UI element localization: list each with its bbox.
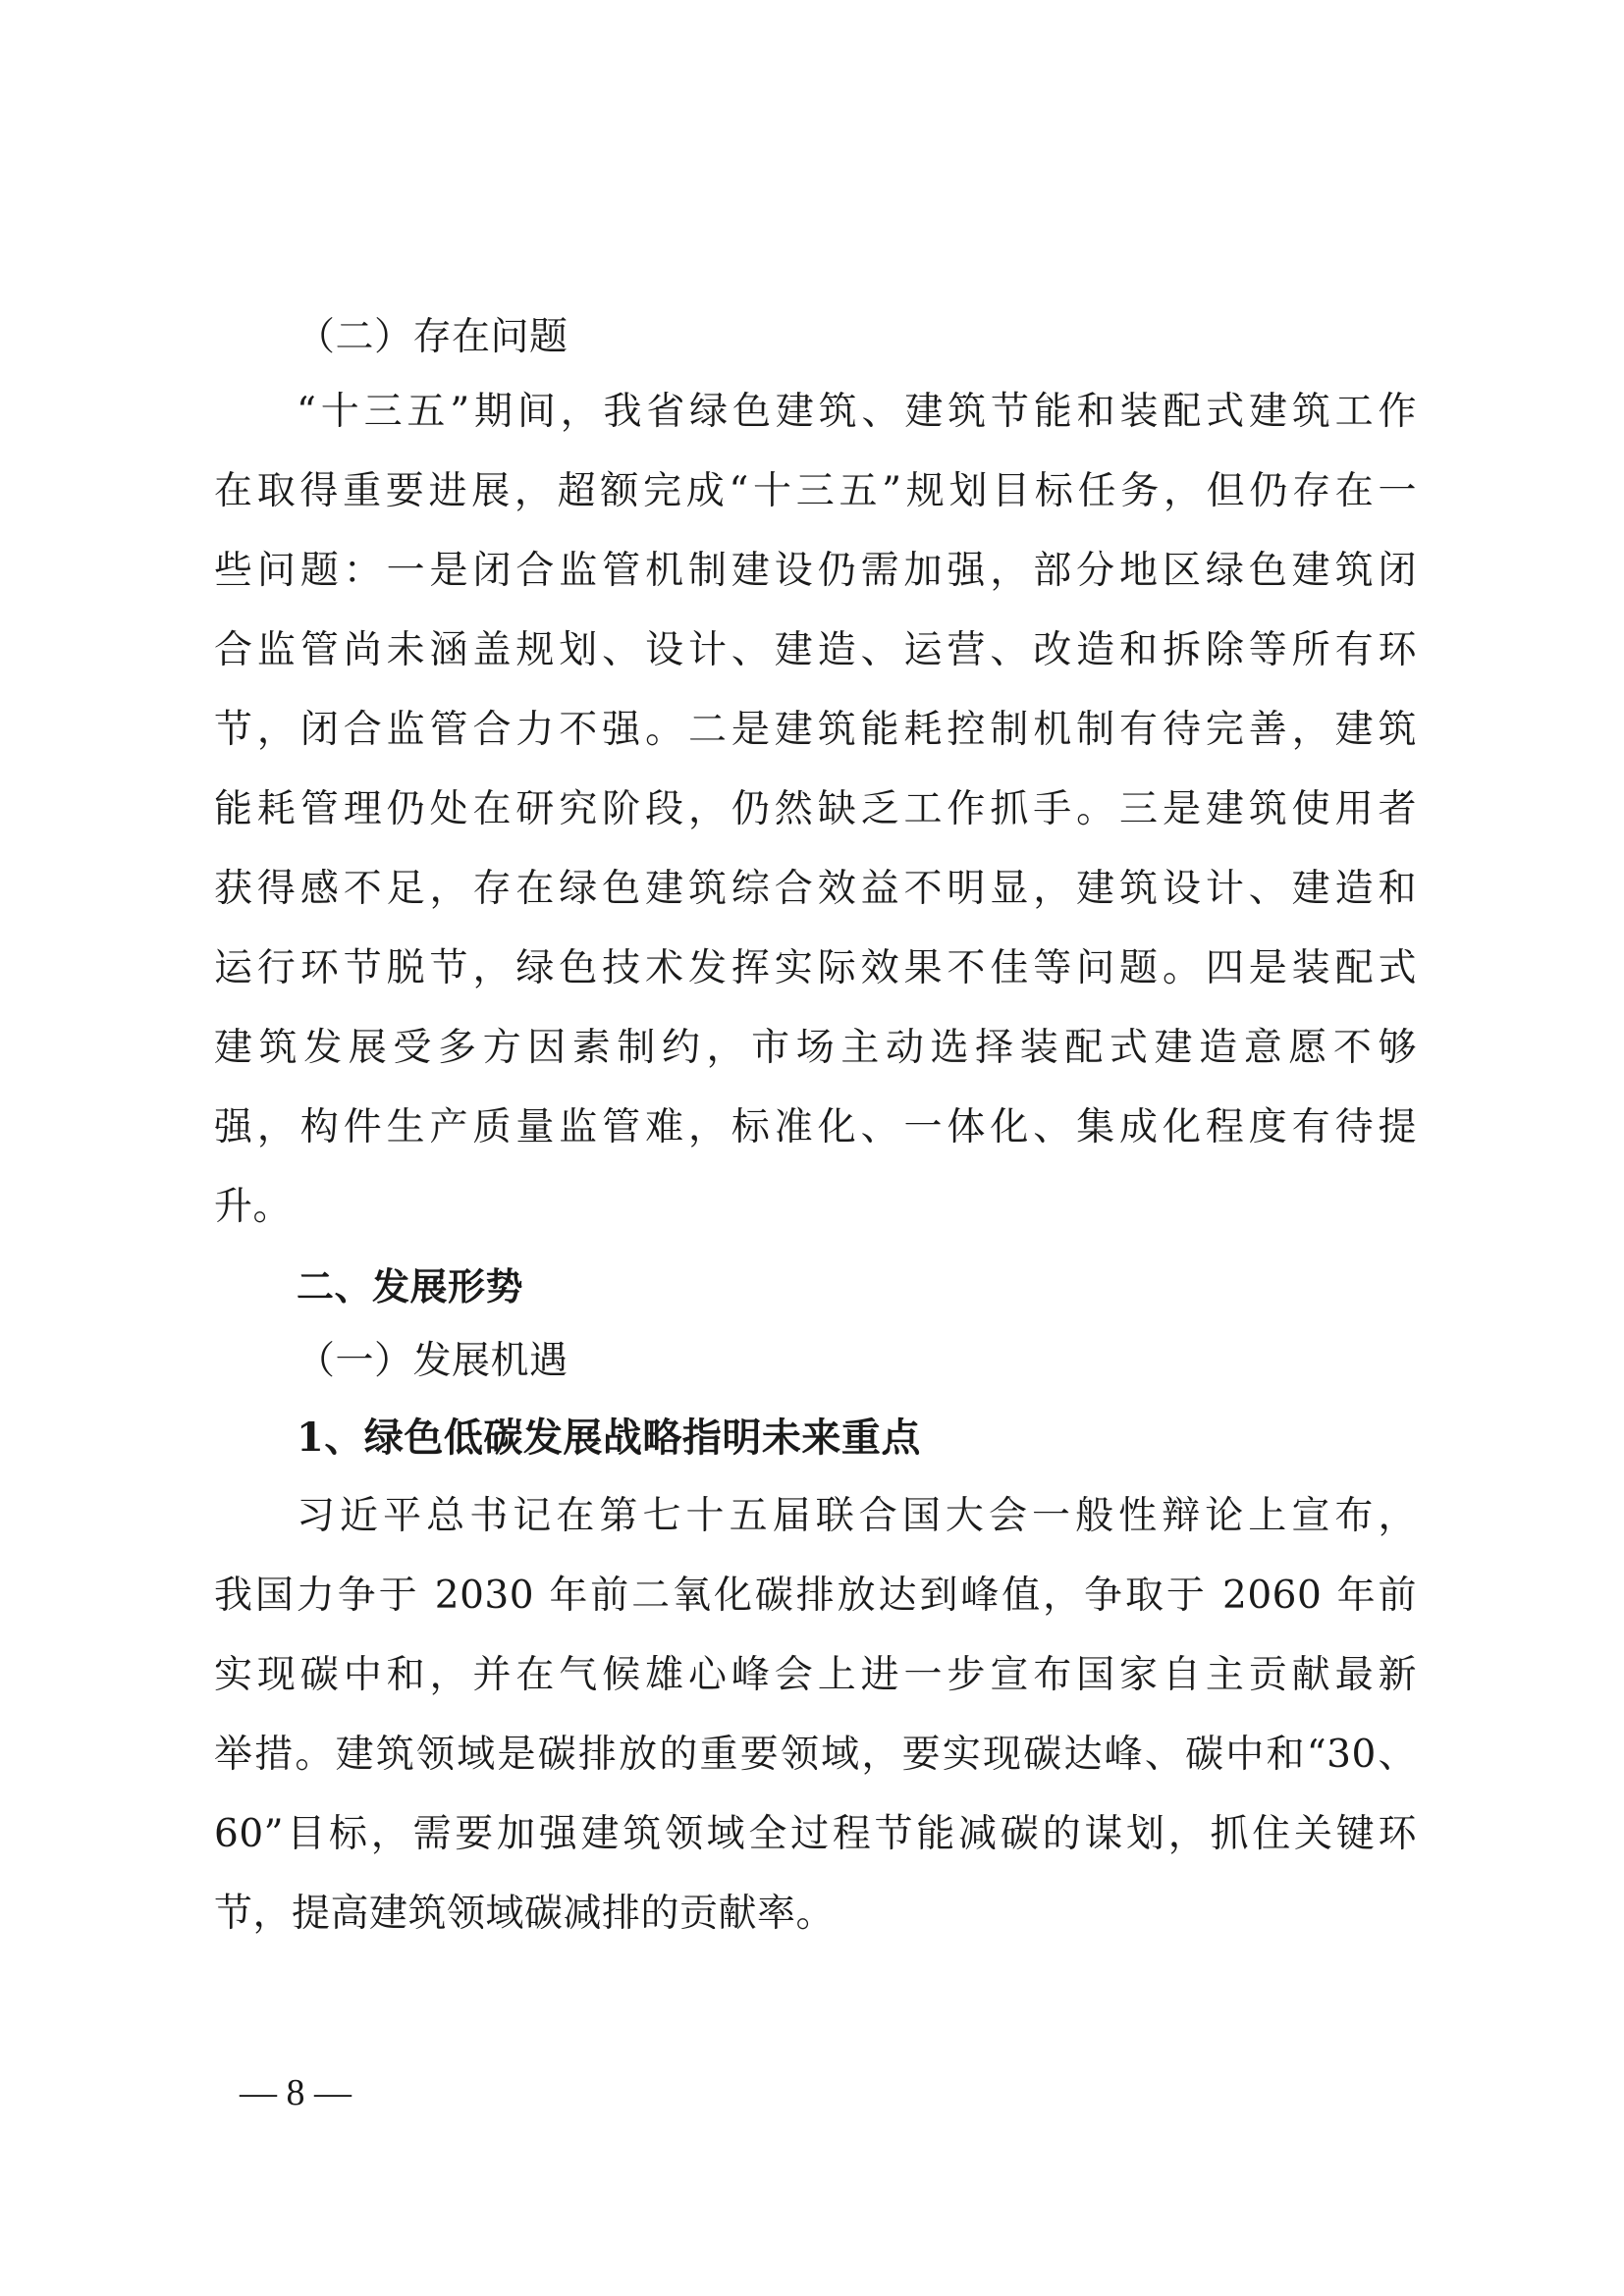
paragraph-line: 些问题：一是闭合监管机制建设仍需加强，部分地区绿色建筑闭 [214,549,1417,593]
paragraph-line: 习近平总书记在第七十五届联合国大会一般性辩论上宣布， [297,1494,1417,1538]
section-heading-problems: （二）存在问题 [297,315,568,359]
paragraph-line: 升。 [214,1185,293,1229]
paragraph-line: 合监管尚未涵盖规划、设计、建造、运营、改造和拆除等所有环 [214,628,1417,672]
paragraph-line: 我国力争于 2030 年前二氧化碳排放达到峰值，争取于 2060 年前 [214,1574,1417,1618]
page-number: — 8 — [240,2072,352,2113]
paragraph-line: 在取得重要进展，超额完成“十三五”规划目标任务，但仍存在一 [214,469,1417,513]
paragraph-line: 强，构件生产质量监管难，标准化、一体化、集成化程度有待提 [214,1105,1417,1149]
paragraph-line: “十三五”期间，我省绿色建筑、建筑节能和装配式建筑工作 [297,390,1417,434]
paragraph-line: 获得感不足，存在绿色建筑综合效益不明显，建筑设计、建造和 [214,867,1417,911]
subsection-heading-opportunities: （一）发展机遇 [297,1339,568,1383]
section-heading-development-situation: 二、发展形势 [297,1265,524,1308]
paragraph-line: 能耗管理仍处在研究阶段，仍然缺乏工作抓手。三是建筑使用者 [214,787,1417,831]
paragraph-line: 举措。建筑领域是碳排放的重要领域，要实现碳达峰、碳中和“30、 [214,1733,1417,1777]
item-heading-green-low-carbon: 1、绿色低碳发展战略指明未来重点 [297,1415,921,1461]
paragraph-line: 建筑发展受多方因素制约，市场主动选择装配式建造意愿不够 [214,1026,1417,1070]
paragraph-line: 节，提高建筑领域碳减排的贡献率。 [214,1892,836,1936]
paragraph-line: 运行环节脱节，绿色技术发挥实际效果不佳等问题。四是装配式 [214,946,1417,990]
paragraph-line: 节，闭合监管合力不强。二是建筑能耗控制机制有待完善，建筑 [214,708,1417,752]
paragraph-line: 实现碳中和，并在气候雄心峰会上进一步宣布国家自主贡献最新 [214,1653,1417,1697]
paragraph-line: 60”目标，需要加强建筑领域全过程节能减碳的谋划，抓住关键环 [214,1812,1417,1856]
